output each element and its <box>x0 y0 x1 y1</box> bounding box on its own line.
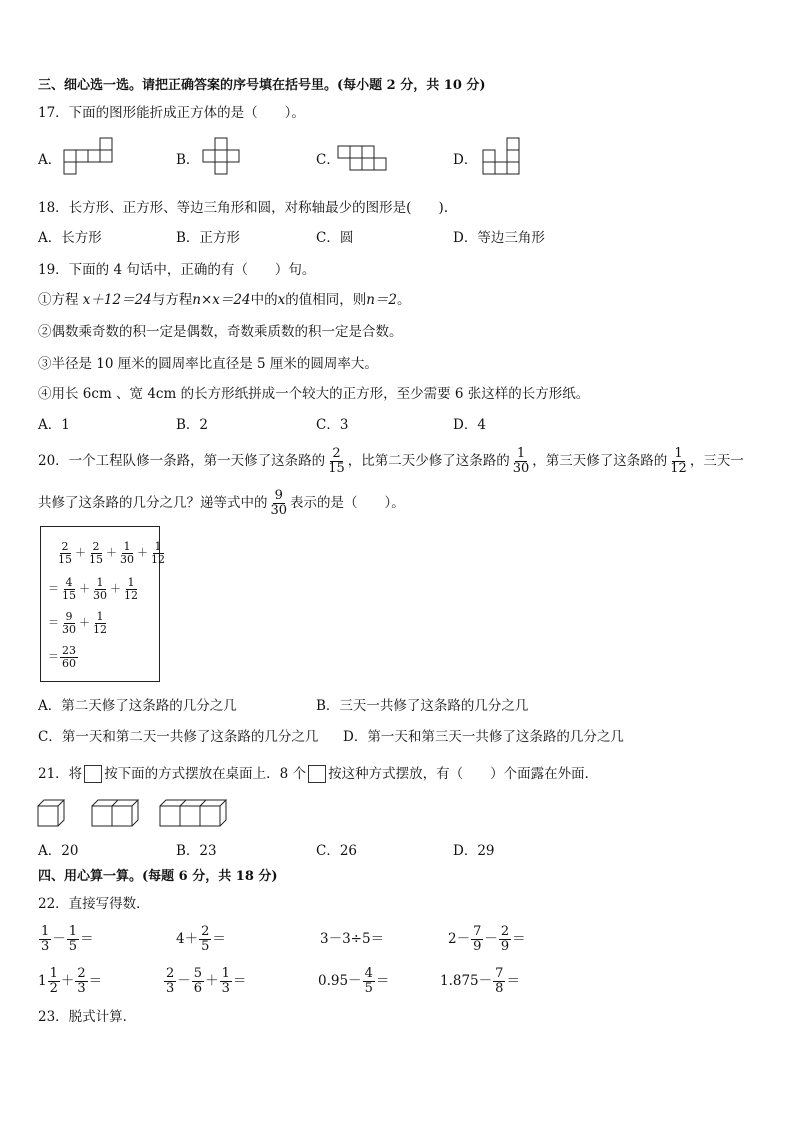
q19-statement-2: ②偶数乘奇数的积一定是偶数，奇数乘质数的积一定是合数。 <box>38 324 403 340</box>
q20-option-c: C．第一天和第二天一共修了这条路的几分之几 <box>38 729 319 745</box>
cube-arrangement-1 <box>38 800 68 830</box>
net-figure-c <box>338 146 392 174</box>
q22-expr-6: $\frac{2}{3}$ － $\frac{5}{6}$ ＋ $\frac{1}{3}$ ＝ <box>166 965 247 996</box>
q17-option-c: C． <box>316 152 340 168</box>
q17-option-b: B． <box>176 152 200 168</box>
q19-option-d: D．4 <box>453 417 486 433</box>
q22-expr-4: 2－ $\frac{7}{9}$ － $\frac{2}{9}$ ＝ <box>448 923 526 954</box>
q19-stem: 19．下面的 4 句话中，正确的有（ ）句。 <box>38 262 316 278</box>
section-3-title: 三、细心选一选。请把正确答案的序号填在括号里。(每小题 2 分，共 10 分) <box>38 78 486 93</box>
q19-option-a: A．1 <box>38 417 70 433</box>
q18-option-b: B．正方形 <box>176 230 240 246</box>
q18-option-a: A．长方形 <box>38 230 102 246</box>
q21-option-d: D．29 <box>453 843 495 859</box>
q22-expr-2: 4＋ $\frac{2}{5}$ ＝ <box>176 923 226 954</box>
q22-expr-5: 1 $\frac{1}{2}$ ＋ $\frac{2}{3}$ ＝ <box>38 965 103 996</box>
q22-stem: 22．直接写得数． <box>38 896 150 912</box>
q20-calc-line-3: ＝ $\frac{9}{30}$ ＋ $\frac{1}{12}$ <box>48 609 107 636</box>
q19-option-c: C．3 <box>316 417 349 433</box>
q22-expr-1: $\frac{1}{3}$ － $\frac{1}{5}$ ＝ <box>41 923 94 954</box>
q21-option-b: B．23 <box>176 843 217 859</box>
q22-expr-7: 0.95－ $\frac{4}{5}$ ＝ <box>318 965 390 996</box>
section-4-title: 四、用心算一算。(每题 6 分，共 18 分) <box>38 869 278 884</box>
net-figure-a <box>64 138 118 176</box>
q19-option-b: B．2 <box>176 417 209 433</box>
q19-statement-3: ③半径是 10 厘米的圆周率比直径是 5 厘米的圆周率大。 <box>38 356 378 372</box>
net-figure-d <box>483 138 525 178</box>
q21-stem: 21．将 按下面的方式摆放在桌面上．8 个 按这种方式摆放，有（ ）个面露在外面． <box>38 766 599 782</box>
q18-stem: 18．长方形、正方形、等边三角形和圆，对称轴最少的图形是( ). <box>38 200 449 216</box>
q22-expr-8: 1.875－ $\frac{7}{8}$ ＝ <box>440 965 520 996</box>
q19-statement-4: ④用长 6cm 、宽 4cm 的长方形纸拼成一个较大的正方形，至少需要 6 张这样的长方形纸。 <box>38 386 590 402</box>
q21-option-a: A．20 <box>38 843 79 859</box>
q23-stem: 23．脱式计算． <box>38 1009 137 1025</box>
q20-option-a: A．第二天修了这条路的几分之几 <box>38 698 237 714</box>
q21-option-c: C．26 <box>316 843 358 859</box>
q20-option-d: D．第一天和第三天一共修了这条路的几分之几 <box>343 729 624 745</box>
cube-arrangement-3 <box>160 800 230 830</box>
cube-arrangement-2 <box>92 800 142 830</box>
net-figure-b <box>203 138 243 176</box>
q18-option-c: C．圆 <box>316 230 354 246</box>
q17-option-d: D． <box>453 152 478 168</box>
q20-stem-line-2: 共修了这条路的几分之几？递等式中的 $\frac{9}{30}$ 表示的是（ ）。 <box>38 487 405 518</box>
q18-option-d: D．等边三角形 <box>453 230 545 246</box>
small-cube-icon <box>308 765 326 783</box>
q22-expr-3: 3－3÷5＝ <box>320 931 385 947</box>
q20-calc-line-2: ＝ $\frac{4}{15}$ ＋ $\frac{1}{30}$ ＋ $\frac{1}{12}$ <box>48 575 138 602</box>
q20-stem-line-1: 20．一个工程队修一条路，第一天修了这条路的 $\frac{2}{15}$ ，比第二天少修了这条路的 $\frac{1}{30}$ ，第三天修了这条路的 $\frac{1}{12}$ ，三天一 <box>38 445 744 476</box>
q19-statement-1: ①方程 x＋12＝24与方程n×x＝24中的x的值相同，则n＝2。 <box>38 292 411 308</box>
small-cube-icon <box>84 765 102 783</box>
q20-option-b: B．三天一共修了这条路的几分之几 <box>316 698 529 714</box>
q17-option-a: A． <box>38 152 62 168</box>
q17-stem: 17．下面的图形能折成正方体的是（ ）。 <box>38 105 305 121</box>
q20-calc-line-4: ＝ $\frac{23}{60}$ <box>48 643 76 670</box>
q20-calc-line-1: $\frac{2}{15}$ ＋ $\frac{2}{15}$ ＋ $\frac{1}{30}$ ＋ $\frac{1}{12}$ <box>58 539 165 566</box>
